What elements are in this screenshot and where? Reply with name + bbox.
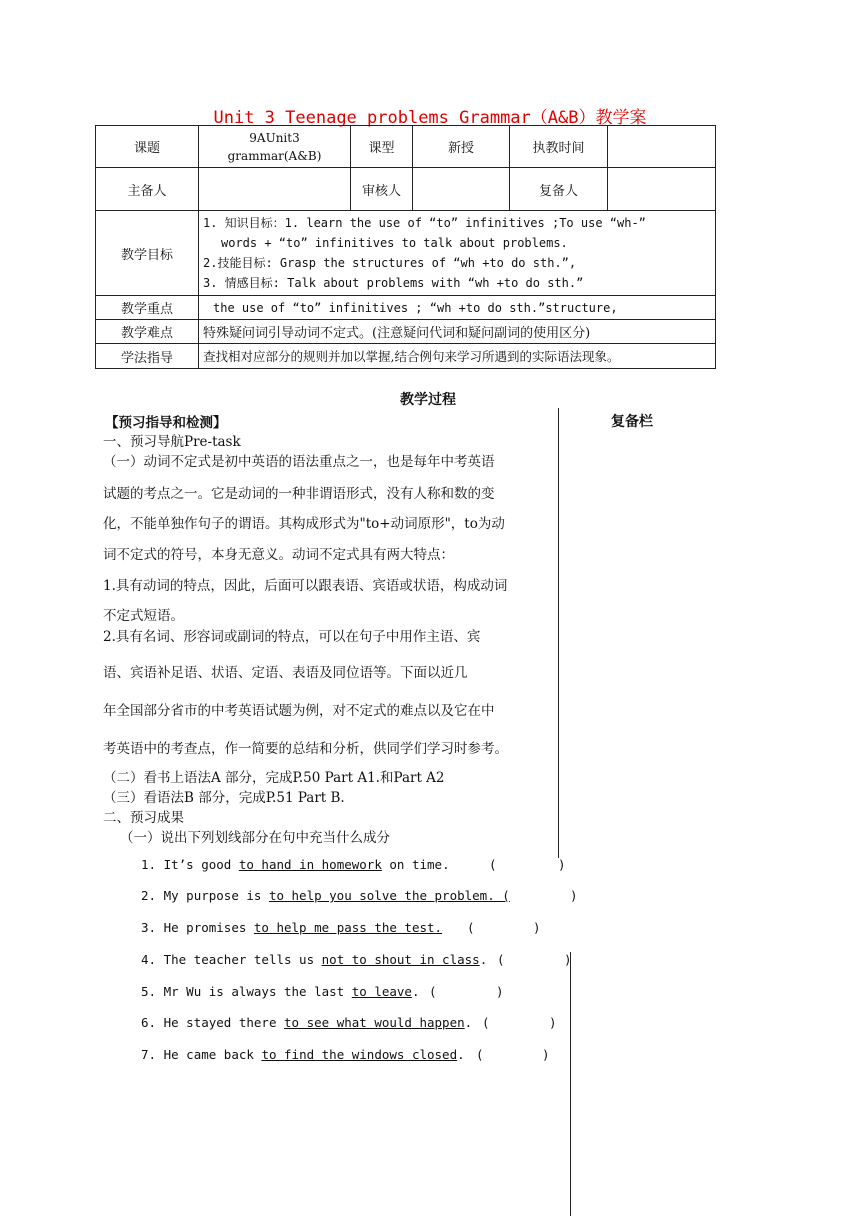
question-item: 7. He came back to find the windows closed. xyxy=(141,1047,465,1062)
teaching-time-value xyxy=(608,126,716,168)
goals-content: 1. 知识目标：1. learn the use of “to” infinitives ;To use “wh-” words + “to” infinitives to talk about problems. 2.技能目标: Grasp the structures of “wh +to do sth.”, 3. 情感目标: Talk about problems with “wh +to do sth.” xyxy=(199,211,716,296)
para-line: 试题的考点之一。它是动词的一种非谓语形式，没有人称和数的变 xyxy=(103,486,495,502)
lesson-type-label: 课型 xyxy=(351,126,413,168)
answer-blank-close: ) xyxy=(558,857,566,872)
table-row xyxy=(96,126,716,168)
document-title: Unit 3 Teenage problems Grammar（A&B）教学案 xyxy=(213,108,647,128)
task-line: （三）看语法B 部分，完成P.51 Part B. xyxy=(103,790,345,806)
preparer-value xyxy=(199,168,351,211)
answer-blank-open[interactable]: ( xyxy=(482,1015,490,1030)
lesson-info-table xyxy=(95,125,716,369)
question-item: 6. He stayed there to see what would happen. xyxy=(141,1015,473,1030)
question-item: 5. Mr Wu is always the last to leave. xyxy=(141,984,420,999)
question-item: 4. The teacher tells us not to shout in class. xyxy=(141,952,488,967)
method-label: 学法指导 xyxy=(96,344,199,369)
task-line: （二）看书上语法A 部分，完成P.50 Part A1.和Part A2 xyxy=(103,770,445,786)
answer-blank-open[interactable]: ( xyxy=(467,920,475,935)
answer-blank-close: ) xyxy=(496,984,504,999)
difficult-points-label: 教学难点 xyxy=(96,320,199,344)
table-row xyxy=(96,344,716,369)
teaching-time-label: 执教时间 xyxy=(510,126,608,168)
para-line: 考英语中的考查点，作一简要的总结和分析，供同学们学习时参考。 xyxy=(103,741,508,757)
goals-label: 教学目标 xyxy=(96,211,199,296)
lesson-type-value: 新授 xyxy=(413,126,510,168)
para-line: 不定式短语。 xyxy=(103,608,184,624)
results-subheading: （一）说出下列划线部分在句中充当什么成分 xyxy=(120,830,390,846)
pre-task-heading: 一、预习导航Pre-task xyxy=(103,434,241,450)
column-divider xyxy=(558,408,559,858)
table-row xyxy=(96,320,716,344)
difficult-points-value: 特殊疑问词引导动词不定式。(注意疑问代词和疑问副词的使用区分) xyxy=(199,320,716,344)
answer-blank-close: ) xyxy=(549,1015,557,1030)
table-row xyxy=(96,296,716,320)
co-preparer-label: 复备人 xyxy=(510,168,608,211)
para-line: 词不定式的符号，本身无意义。动词不定式具有两大特点： xyxy=(103,547,454,563)
para-line: 年全国部分省市的中考英语试题为例，对不定式的难点以及它在中 xyxy=(103,703,495,719)
reviewer-label: 审核人 xyxy=(351,168,413,211)
answer-blank-close: ) xyxy=(570,888,578,903)
review-column-title: 复备栏 xyxy=(611,414,653,430)
answer-blank-close: ) xyxy=(533,920,541,935)
key-points-value: the use of “to” infinitives ; “wh +to do sth.”structure, xyxy=(199,296,716,320)
method-value: 查找相对应部分的规则并加以掌握,结合例句来学习所遇到的实际语法现象。 xyxy=(199,344,716,369)
question-item: 1. It’s good to hand in homework on time. xyxy=(141,857,450,872)
para-line: 1.具有动词的特点，因此，后面可以跟表语、宾语或状语，构成动词 xyxy=(103,578,508,594)
topic-label: 课题 xyxy=(96,126,199,168)
table-row xyxy=(96,168,716,211)
process-title: 教学过程 xyxy=(400,392,456,408)
reviewer-value xyxy=(413,168,510,211)
column-divider xyxy=(570,952,571,1216)
preview-section-heading: 【预习指导和检测】 xyxy=(105,415,227,431)
para-line: 化，不能单独作句子的谓语。其构成形式为"to+动词原形"，to为动 xyxy=(103,516,505,532)
table-row xyxy=(96,211,716,296)
para-line: （一）动词不定式是初中英语的语法重点之一，也是每年中考英语 xyxy=(103,454,495,470)
preparer-label: 主备人 xyxy=(96,168,199,211)
para-line: 2.具有名词、形容词或副词的特点，可以在句子中用作主语、宾 xyxy=(103,629,481,645)
answer-blank-open[interactable]: ( xyxy=(497,952,505,967)
answer-blank-close: ) xyxy=(564,952,572,967)
answer-blank-close: ) xyxy=(542,1047,550,1062)
key-points-label: 教学重点 xyxy=(96,296,199,320)
answer-blank-open[interactable]: ( xyxy=(476,1047,484,1062)
answer-blank-open[interactable]: ( xyxy=(429,984,437,999)
question-item: 2. My purpose is to help you solve the problem. ( xyxy=(141,888,510,903)
question-item: 3. He promises to help me pass the test. xyxy=(141,920,443,935)
co-preparer-value xyxy=(608,168,716,211)
topic-value: 9AUnit3 grammar(A&B) xyxy=(199,126,351,168)
results-heading: 二、预习成果 xyxy=(103,810,184,826)
para-line: 语、宾语补足语、状语、定语、表语及同位语等。下面以近几 xyxy=(103,665,468,681)
answer-blank-open[interactable]: ( xyxy=(489,857,497,872)
